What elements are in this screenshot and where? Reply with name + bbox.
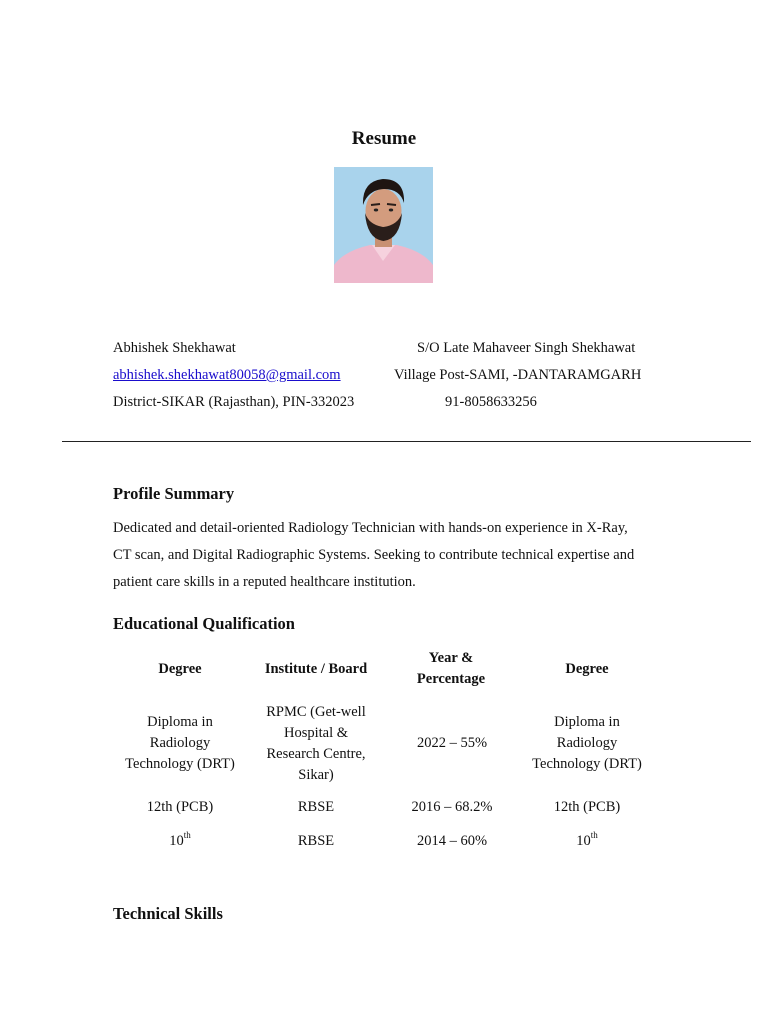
- table-cell: 2022 – 55%: [416, 735, 488, 751]
- profile-heading: Profile Summary: [113, 484, 235, 503]
- phone-text: 91-8058633256: [445, 394, 537, 410]
- father-text: S/O Late Mahaveer Singh Shekhawat: [417, 340, 636, 356]
- table-header: Degree: [158, 661, 202, 677]
- email-link[interactable]: abhishek.shekhawat80058@gmail.com: [113, 367, 341, 383]
- table-cell: 12th (PCB): [553, 799, 621, 815]
- village-text: Village Post-SAMI, -DANTARAMGARH: [394, 367, 642, 383]
- name-text: Abhishek Shekhawat: [113, 340, 236, 356]
- table-header: Degree: [565, 661, 609, 677]
- table-cell: RPMC (Get-well Hospital & Research Centre, Sikar): [266, 704, 366, 783]
- skills-heading: Technical Skills: [113, 904, 223, 923]
- profile-line: Dedicated and detail-oriented Radiology Technician with hands-on experience in X-Ray,: [113, 520, 628, 536]
- profile-summary: [113, 515, 673, 596]
- table-header: Year & Percentage: [416, 650, 486, 687]
- table-cell: 10th: [576, 830, 598, 849]
- education-heading: Educational Qualification: [113, 614, 295, 633]
- table-cell: 10th: [169, 830, 191, 849]
- district-text: District-SIKAR (Rajasthan), PIN-332023: [113, 394, 355, 410]
- table-cell: 12th (PCB): [146, 799, 214, 815]
- ordinal-suffix: th: [590, 830, 598, 841]
- table-cell: 2016 – 68.2%: [411, 799, 493, 815]
- divider: [62, 441, 751, 442]
- page-title: Resume: [351, 128, 417, 149]
- table-cell: RBSE: [297, 799, 335, 815]
- table-cell: 2014 – 60%: [416, 833, 488, 849]
- table-header: Institute / Board: [264, 661, 368, 677]
- profile-line: patient care skills in a reputed healthcare institution.: [113, 574, 416, 590]
- profile-photo: [334, 167, 433, 283]
- profile-line: CT scan, and Digital Radiographic Systems. Seeking to contribute technical expertise and: [113, 547, 635, 563]
- table-cell: Diploma in Radiology Technology (DRT): [125, 714, 235, 772]
- ordinal-suffix: th: [183, 830, 191, 841]
- table-cell: Diploma in Radiology Technology (DRT): [532, 714, 642, 772]
- table-cell: RBSE: [297, 833, 335, 849]
